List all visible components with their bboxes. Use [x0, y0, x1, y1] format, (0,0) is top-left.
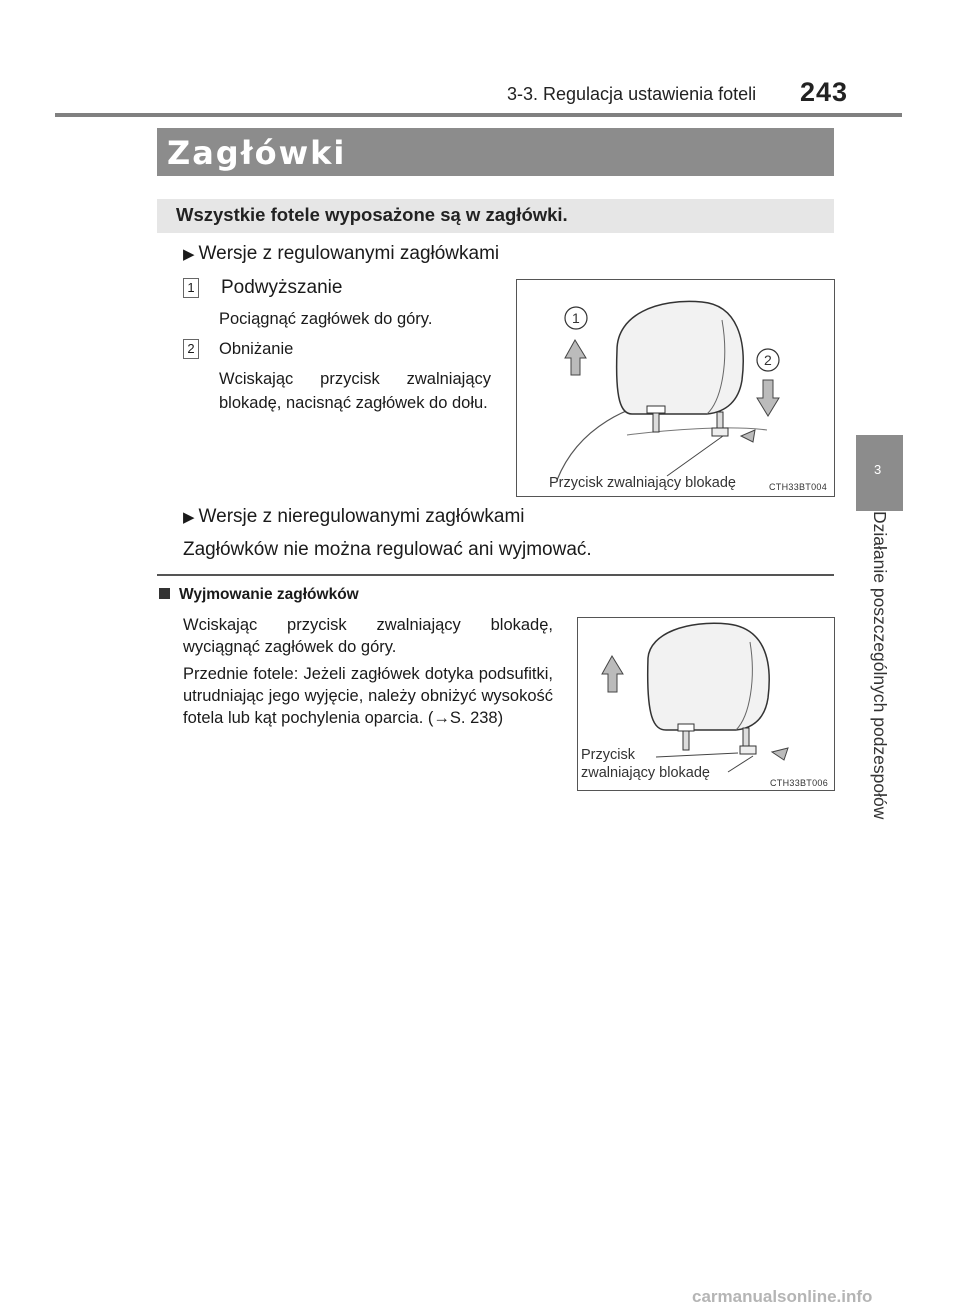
chapter-number: 3	[874, 462, 882, 477]
watermark: carmanualsonline.info	[692, 1287, 873, 1306]
triangle-bullet-icon: ▶	[183, 246, 195, 263]
chapter-tab	[856, 435, 903, 511]
headrest-adjust-figure	[516, 279, 835, 497]
header-section-title: 3-3. Regulacja ustawienia foteli	[507, 84, 757, 104]
bullet-non-adjustable: ▶ Wersje z nieregulowanymi zagłówkami	[183, 506, 525, 527]
step-label-lower: Obniżanie	[219, 340, 294, 358]
square-bullet-icon	[159, 588, 170, 599]
figure-code: CTH33BT004	[769, 482, 828, 492]
step-desc-raise: Pociągnąć zagłówek do góry.	[219, 310, 433, 328]
removal-paragraph-2: Przednie fotele: Jeżeli zagłówek dotyka podsufitki, utrudniając jego wyjęcie, należy obniżyć wysokość fotela lub kąt pochylenia oparcia. (→S. 238)	[183, 665, 553, 727]
step-number-1: 1	[183, 278, 199, 298]
header-divider	[55, 113, 902, 117]
callout-1: 1	[572, 310, 580, 326]
step-number-2: 2	[183, 339, 199, 359]
section-divider	[157, 574, 834, 576]
triangle-bullet-icon: ▶	[183, 509, 195, 526]
headrest-illustration-1	[517, 280, 834, 496]
step-desc-lower: Wciskając przycisk zwalniający blokadę, nacisnąć zagłówek do dołu.	[219, 370, 491, 412]
headrest-remove-figure	[577, 617, 835, 791]
step-label-raise: Podwyższanie	[221, 277, 343, 298]
release-button-label-line1: Przycisk	[581, 747, 635, 763]
bullet-adjustable: ▶ Wersje z regulowanymi zagłówkami	[183, 243, 500, 264]
removal-heading: Wyjmowanie zagłówków	[159, 586, 359, 604]
figure-code-2: CTH33BT006	[770, 778, 829, 788]
callout-2: 2	[764, 352, 772, 368]
release-button-label: Przycisk zwalniający blokadę	[549, 475, 736, 491]
intro-text: Wszystkie fotele wyposażone są w zagłówki.	[176, 204, 568, 225]
non-adjustable-desc: Zagłówków nie można regulować ani wyjmować.	[183, 539, 592, 560]
page-title: Zagłówki	[167, 134, 347, 172]
release-button-label-line2: zwalniający blokadę	[581, 765, 710, 781]
chapter-side-label-wrap	[856, 511, 903, 871]
chapter-side-label: Działanie poszczególnych podzespołów	[870, 511, 890, 820]
removal-paragraph-1: Wciskając przycisk zwalniający blokadę, wyciągnąć zagłówek do góry.	[183, 616, 553, 656]
page-number: 243	[800, 77, 849, 107]
